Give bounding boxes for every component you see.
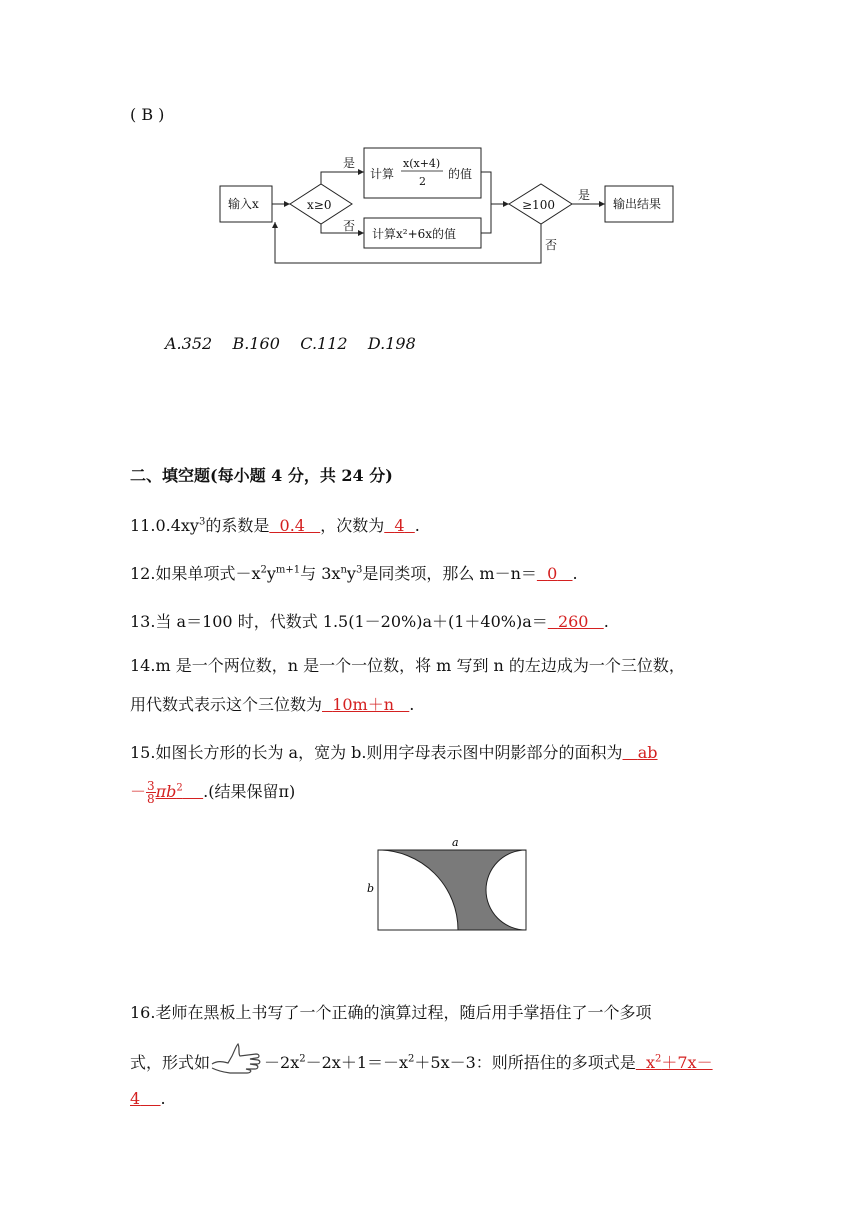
yes-label-1: 是 — [343, 156, 356, 170]
calc-bottom-label: 计算x²+6x的值 — [372, 227, 457, 241]
section-title: 二、填空题(每小题 4 分，共 24 分) — [130, 466, 393, 485]
calc-top-suffix: 的值 — [448, 167, 473, 181]
yes-label-2: 是 — [578, 188, 591, 202]
question-11: $11.0.4xy^3$的系数是 0.4 ，次数为 4 . — [130, 516, 420, 535]
rectangle-figure — [360, 834, 540, 938]
answer-16b: 4 — [130, 1089, 141, 1108]
output-label: 输出结果 — [613, 197, 662, 211]
answer-14: 10m＋n — [332, 695, 395, 714]
option-a: A.352 — [165, 334, 213, 353]
option-b: B.160 — [232, 334, 280, 353]
question-14-line1: 14.m 是一个两位数，n 是一个一位数，将 m 写到 n 的左边成为一个三位数， — [130, 656, 685, 675]
answer-13: 260 — [557, 612, 589, 631]
question-16-line1: 16.老师在黑板上书写了一个正确的演算过程，随后用手掌捂住了一个多项 — [130, 1003, 652, 1022]
no-label-1: 否 — [343, 219, 356, 233]
question-15-line2: － $\frac{3}{8}$ $\pi b^2$ .(结果保留π) — [130, 779, 296, 806]
label-b: b — [367, 882, 375, 895]
answer-15a: ab — [637, 743, 658, 762]
calc-top-denominator: 2 — [419, 175, 426, 188]
answer-15b: $\pi b^2$ — [155, 782, 183, 801]
question-13: 13.当 a＝100 时，代数式 1.5(1－20%)a＋(1＋40%)a＝ 260 . — [130, 612, 609, 631]
option-d: D.198 — [367, 334, 416, 353]
condition-2-label: ≥100 — [522, 198, 555, 212]
input-label: 输入x — [228, 197, 259, 211]
answer-12: 0 — [547, 564, 558, 583]
question-15-line1: 15.如图长方形的长为 a，宽为 b.则用字母表示图中阴影部分的面积为 ab — [130, 743, 658, 762]
answer-16a: $x^2+7x-$ — [645, 1053, 713, 1072]
question-12: 12.如果单项式$-x^2y^{m+1}$与 $3x^ny^3$是同类项，那么 m－n＝ 0 . — [130, 564, 578, 583]
question-14-line2: 用代数式表示这个三位数为 10m＋n . — [130, 695, 415, 714]
answer-11b: 4 — [394, 516, 405, 535]
answer-11a: 0.4 — [279, 516, 305, 535]
question-16-line2: 式，形式如 $-2x^2-2x+1=-x^2+5x-3$：则所捂住的多项式是 $x^2+7x-$ — [130, 1052, 713, 1074]
calc-top-numerator: x(x+4) — [403, 157, 441, 170]
flowchart — [215, 140, 675, 268]
calc-top-prefix: 计算 — [370, 167, 395, 181]
previous-answer: ( B ) — [130, 105, 165, 124]
answer-15-fraction: $\frac{3}{8}$ — [147, 779, 155, 806]
label-a: a — [452, 836, 459, 849]
condition-1-label: x≥0 — [307, 198, 332, 212]
option-c: C.112 — [300, 334, 348, 353]
options-row — [165, 333, 416, 355]
no-label-2: 否 — [545, 238, 558, 252]
question-16-line3: 4 . — [130, 1089, 166, 1108]
hand-icon — [210, 1042, 262, 1074]
